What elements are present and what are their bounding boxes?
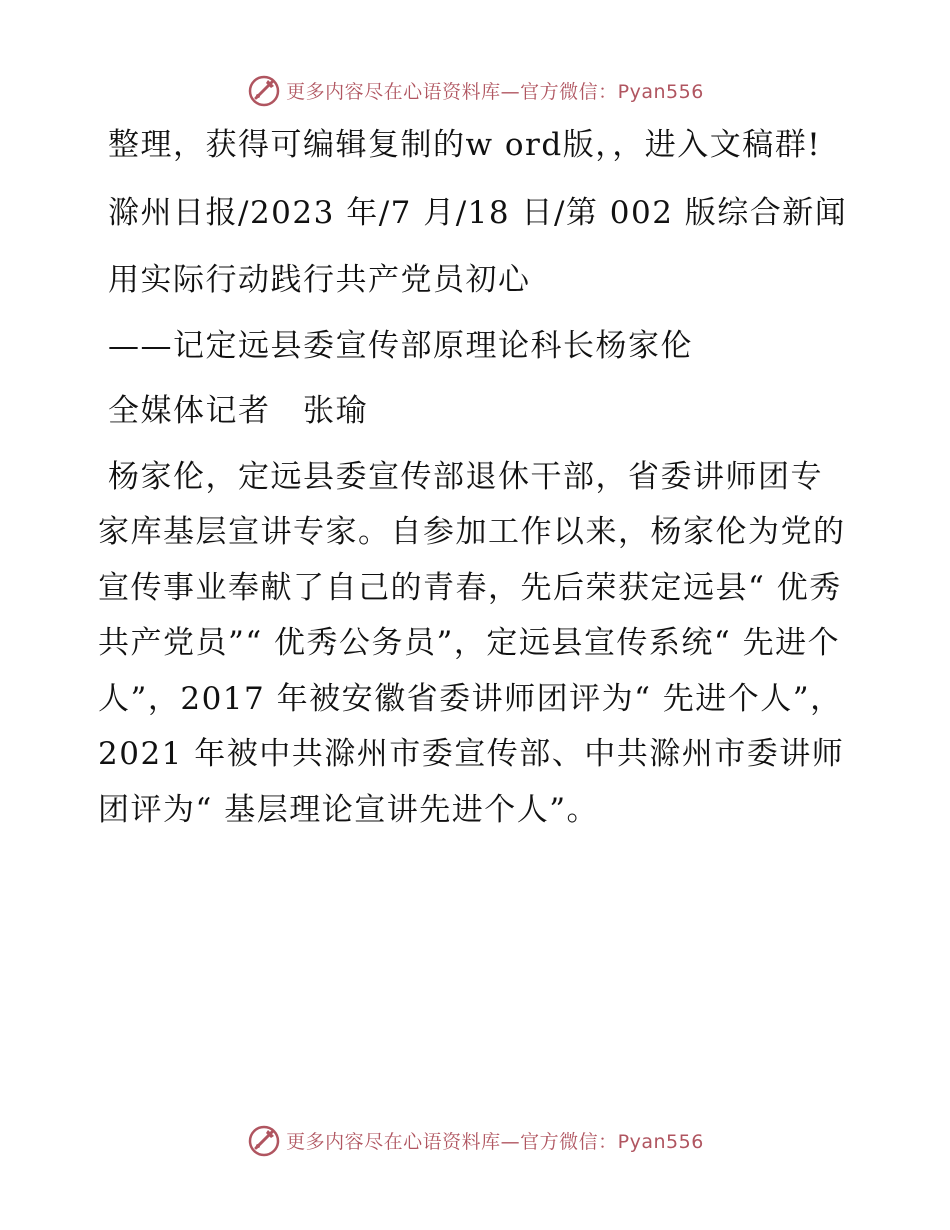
pen-seal-icon — [246, 1122, 282, 1158]
article-title: 用实际行动践行共产党员初心 — [108, 262, 531, 298]
watermark-label: 更多内容尽在心语资料库—官方微信： — [286, 1130, 618, 1153]
pen-seal-icon — [246, 72, 282, 108]
footer-watermark — [0, 1120, 950, 1160]
article-subtitle: ——记定远县委宣传部原理论科长杨家伦 — [108, 327, 693, 364]
watermark-handle: Pyan556 — [617, 1130, 704, 1153]
intro-paragraph: 整理，获得可编辑复制的w ord版，，进入文稿群! — [108, 127, 822, 163]
article-body-paragraph: 杨家伦，定远县委宣传部退休干部，省委讲师团专家库基层宣讲专家。自参加工作以来，杨家伦为党的宣传事业奉献了自己的青春，先后荣获定远县“ 优秀共产党员”“ 优秀公务员”，定远县宣传系统“ 先进个人”，2017 年被安徽省委讲师团评为“ 先进个人”，2021 年被中共滁州市委宣传部、中共滁州市委讲师团评为“ 基层理论宣讲先进个人”。 — [98, 458, 846, 828]
source-line: 滁州日报/2023 年/7 月/18 日/第 002 版综合新闻 — [108, 194, 848, 231]
watermark-handle: Pyan556 — [617, 80, 704, 103]
article-byline: 全媒体记者 张瑜 — [108, 393, 368, 429]
watermark-text — [286, 1127, 704, 1154]
watermark-text — [286, 77, 704, 104]
header-watermark — [0, 70, 950, 110]
watermark-label: 更多内容尽在心语资料库—官方微信： — [286, 80, 618, 103]
document-body — [98, 118, 848, 850]
